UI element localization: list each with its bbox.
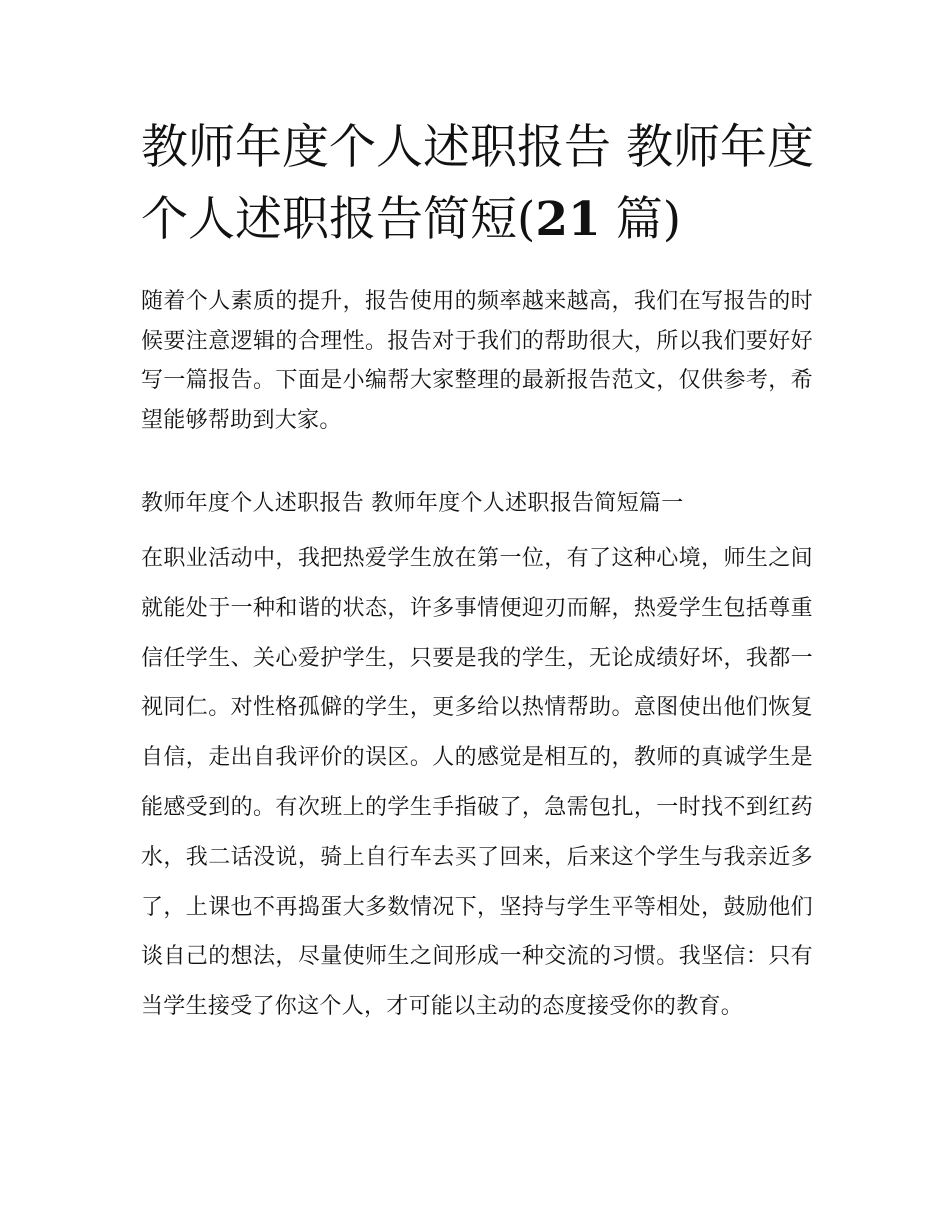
document-title xyxy=(141,112,821,256)
section-heading: 教师年度个人述职报告 教师年度个人述职报告简短篇一 xyxy=(141,491,684,516)
title-count: 21 xyxy=(535,192,601,247)
section-paragraph: 在职业活动中，我把热爱学生放在第一位，有了这种心境，师生之间就能处于一种和谐的状态，许多事情便迎刃而解，热爱学生包括尊重信任学生、关心爱护学生，只要是我的学生，无论成绩好坏，我都一视同仁。对性格孤僻的学生，更多给以热情帮助。意图使出他们恢复自信，走出自我评价的误区。人的感觉是相互的，教师的真诚学生是能感受到的。有次班上的学生手指破了，急需包扎，一时找不到红药水，我二话没说，骑上自行车去买了回来，后来这个学生与我亲近多了，上课也不再捣蛋大多数情况下，坚持与学生平等相处，鼓励他们谈自己的想法，尽量使师生之间形成一种交流的习惯。我坚信：只有当学生接受了你这个人，才可能以主动的态度接受你的教育。 xyxy=(141,546,813,1020)
title-suffix: 篇) xyxy=(600,192,682,247)
intro-paragraph: 随着个人素质的提升，报告使用的频率越来越高，我们在写报告的时候要注意逻辑的合理性。报告对于我们的帮助很大，所以我们要好好写一篇报告。下面是小编帮大家整理的最新报告范文，仅供参考，希望能够帮助到大家。 xyxy=(141,289,813,433)
title-text: 教师年度个人述职报告 教师年度个人述职报告简短( xyxy=(141,120,814,247)
